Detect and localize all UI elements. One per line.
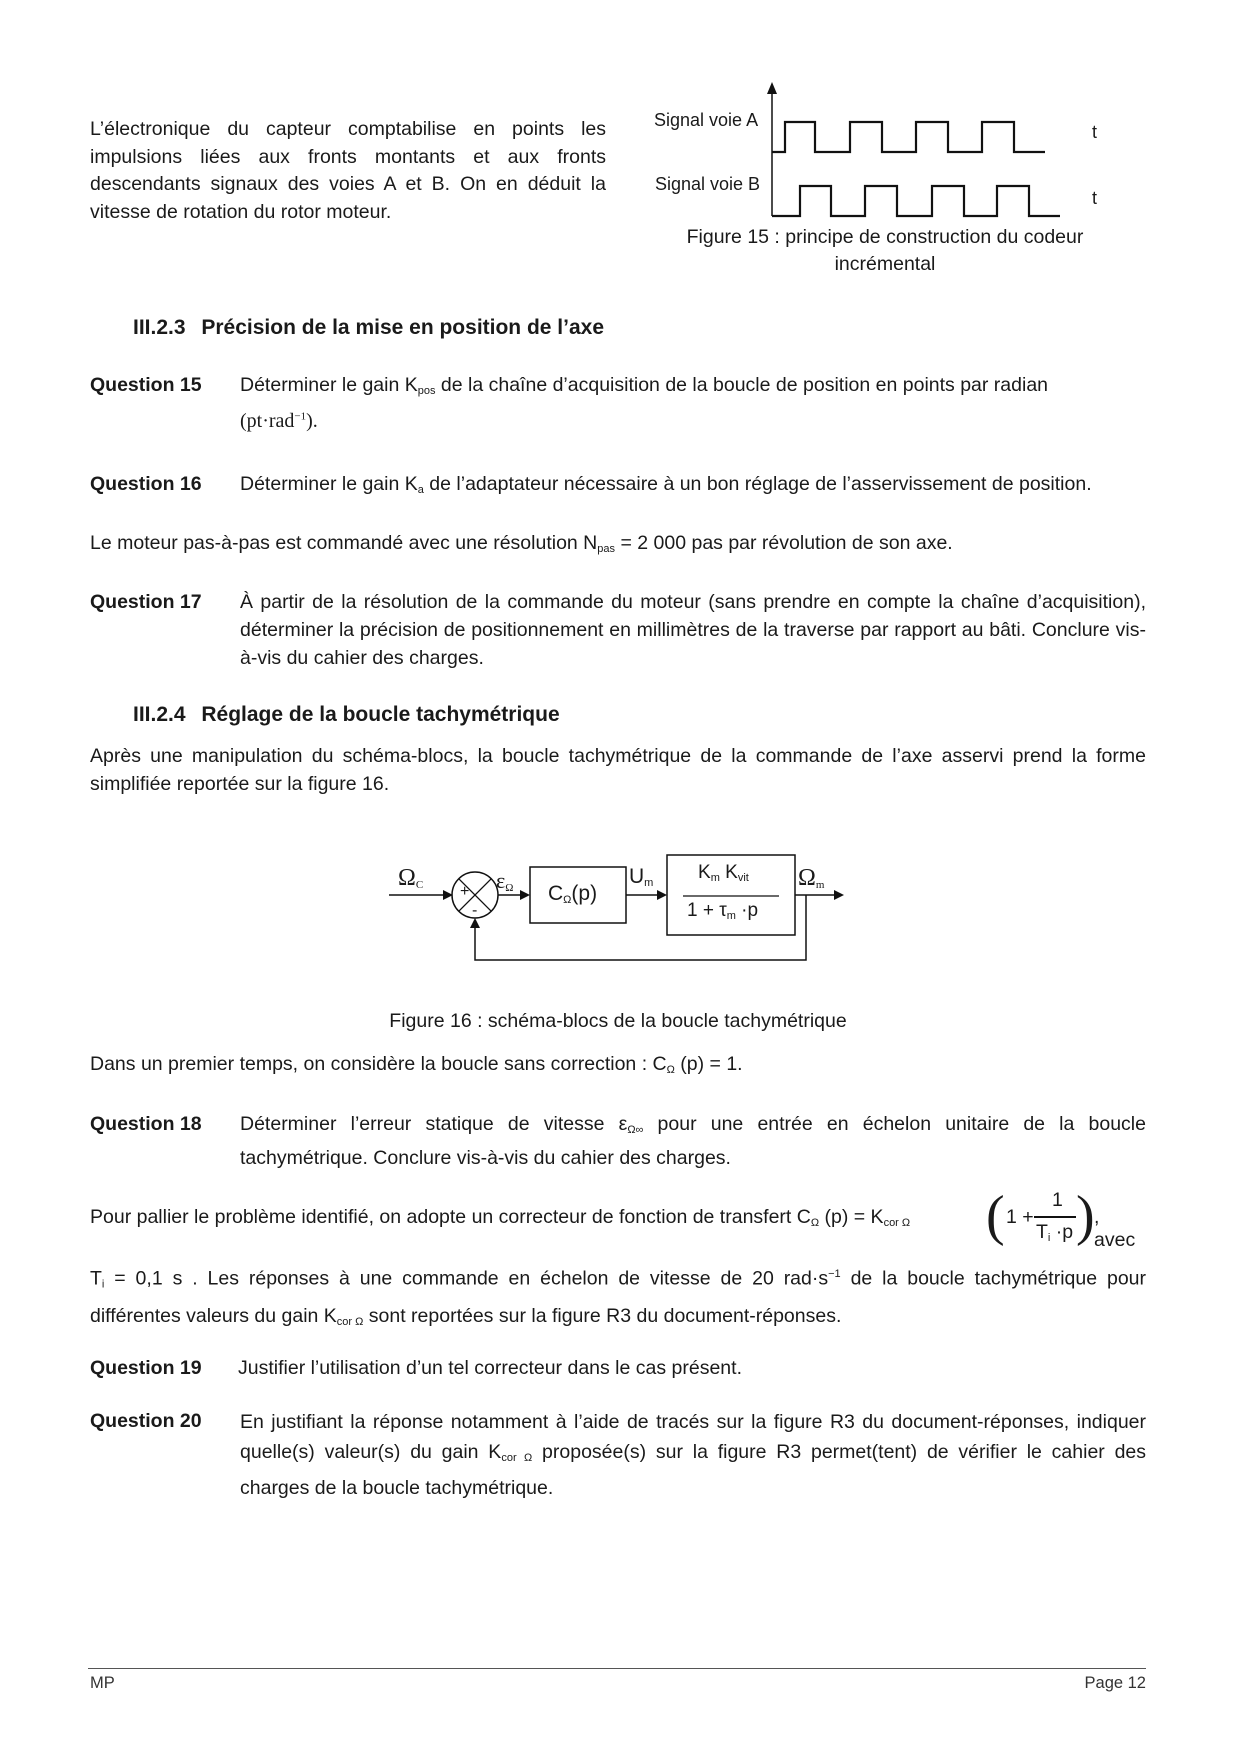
question-20-text: En justifiant la réponse notamment à l’aide de tracés sur la figure R3 du document-réponses, indiquer quelle(s) valeur(s) du gain $K_{cor \Omega}$ proposée(s) sur la figure R3 permet(tent) de vérifier le cahier des charges de la boucle tachymétrique.	[240, 1411, 1147, 1499]
footer-left: MP	[90, 1674, 115, 1692]
footer-page-number: Page 12	[1084, 1674, 1146, 1692]
time-axis-label-b: t	[1092, 188, 1098, 208]
question-20-label: Question 20	[90, 1410, 202, 1432]
corrector-label: $C_\Omega(p)$	[548, 882, 598, 906]
question-17-text: À partir de la résolution de la commande du moteur (sans prendre en compte la chaîne d’acquisition), déterminer la précision de positionnement en millimètres de la traverse par rapport au bâti. Conclure vis-à-vis du cahier des charges.	[240, 591, 1146, 669]
motor-denominator: $1 + \tau_m \cdot p$	[687, 900, 759, 922]
no-correction-paragraph: Dans un premier temps, on considère la boucle sans correction : $C_\Omega$ (p) = 1.	[90, 1053, 743, 1076]
question-16-label: Question 16	[90, 473, 202, 495]
corrector-paragraph-line1: Pour pallier le problème identifié, on adopte un correcteur de fonction de transfert $C_\Omega$ $(p) = K_{cor \Omega}$ ( 1 + 1 $T_i \cdot p$ ) , avec	[90, 1206, 1146, 1246]
signal-b-waveform	[772, 186, 1060, 216]
question-19-text: Justifier l’utilisation d’un tel correcteur dans le cas présent.	[238, 1357, 742, 1379]
fraction-numerator: 1	[1052, 1189, 1063, 1211]
question-15-label: Question 15	[90, 374, 202, 396]
section-heading-iii-2-3	[133, 316, 604, 340]
fraction-bar	[1034, 1216, 1076, 1218]
bracket-open: (	[986, 1185, 1005, 1247]
axis-arrowhead	[767, 82, 777, 94]
section-title: Réglage de la boucle tachymétrique	[201, 703, 560, 726]
signal-b-label: Signal voie B	[655, 174, 761, 194]
manipulation-paragraph: Après une manipulation du schéma-blocs, la boucle tachymétrique de la commande de l’axe asservi prend la forme simplifiée reportée sur la figure 16.	[90, 745, 1146, 795]
section-title: Précision de la mise en position de l’axe	[201, 316, 605, 339]
omega-c-label: $\Omega_C$	[398, 865, 424, 891]
section-number: III.2.4	[133, 703, 186, 726]
signal-a-label: Signal voie A	[654, 110, 759, 130]
figure-15-caption: Figure 15 : principe de construction du codeur incrémental	[686, 226, 1084, 275]
signal-a-waveform	[772, 122, 1045, 152]
avec-text: , avec	[1094, 1206, 1136, 1251]
omega-m-label: $\Omega_m$	[798, 865, 825, 891]
question-15-text: Déterminer le gain $K_{pos}$ de la chaîne d’acquisition de la boucle de position en points par radian	[240, 374, 1049, 397]
time-axis-label-a: t	[1092, 122, 1098, 142]
question-17-label: Question 17	[90, 591, 202, 613]
plus-sign: +	[460, 883, 470, 900]
figure-16-caption: Figure 16 : schéma-blocs de la boucle tachymétrique	[389, 1010, 847, 1032]
footer-rule	[88, 1668, 1146, 1669]
figure-15	[650, 82, 1120, 275]
output-arrowhead	[834, 890, 844, 900]
bracket-close: )	[1076, 1185, 1095, 1247]
question-16-text: Déterminer le gain $K_a$ de l’adaptateur nécessaire à un bon réglage de l’asservissement de position.	[240, 473, 1092, 496]
question-18-label: Question 18	[90, 1113, 202, 1135]
section-heading-iii-2-4	[133, 703, 560, 727]
epsilon-label: $\varepsilon_\Omega$	[496, 868, 514, 894]
fraction-denominator: $T_i \cdot p$	[1036, 1221, 1074, 1244]
question-19-label: Question 19	[90, 1357, 202, 1379]
section-number: III.2.3	[133, 316, 186, 339]
intro-paragraph: L’électronique du capteur comptabilise en points les impulsions liées aux fronts montants et aux fronts descendants signaux des voies A et B. On en déduit la vitesse de rotation du rotor moteur.	[90, 118, 606, 223]
error-arrowhead	[520, 890, 530, 900]
figure-16	[380, 825, 860, 975]
ti-paragraph: $T_i = 0,1$ s . Les réponses à une commande en échelon de vitesse de 20 $rad\cdot s^{-1}$ de la boucle tachymétrique pour différentes valeurs du gain $K_{cor \Omega}$ sont reportées sur la figure R3 du document-réponses.	[90, 1267, 1147, 1328]
motor-resolution-paragraph: Le moteur pas-à-pas est commandé avec une résolution $N_{pas} = 2$ 000 pas par révolution de son axe.	[90, 532, 953, 555]
motor-numerator: $K_m$ $K_{vit}$	[698, 862, 749, 884]
encoder-signal-plot	[650, 82, 1120, 222]
tachometric-loop-diagram	[380, 825, 860, 975]
question-18-text: Déterminer l’erreur statique de vitesse $\varepsilon_{\Omega\infty}$ pour une entrée en échelon unitaire de la boucle tachymétrique. Conclure vis-à-vis du cahier des charges.	[240, 1113, 1146, 1169]
minus-sign: -	[472, 902, 478, 919]
command-arrowhead	[657, 890, 667, 900]
one-plus: 1 +	[1006, 1206, 1034, 1228]
question-15-unit: (pt·rad$^{-1}$).	[240, 410, 318, 432]
um-label: $U_m$	[629, 865, 654, 889]
